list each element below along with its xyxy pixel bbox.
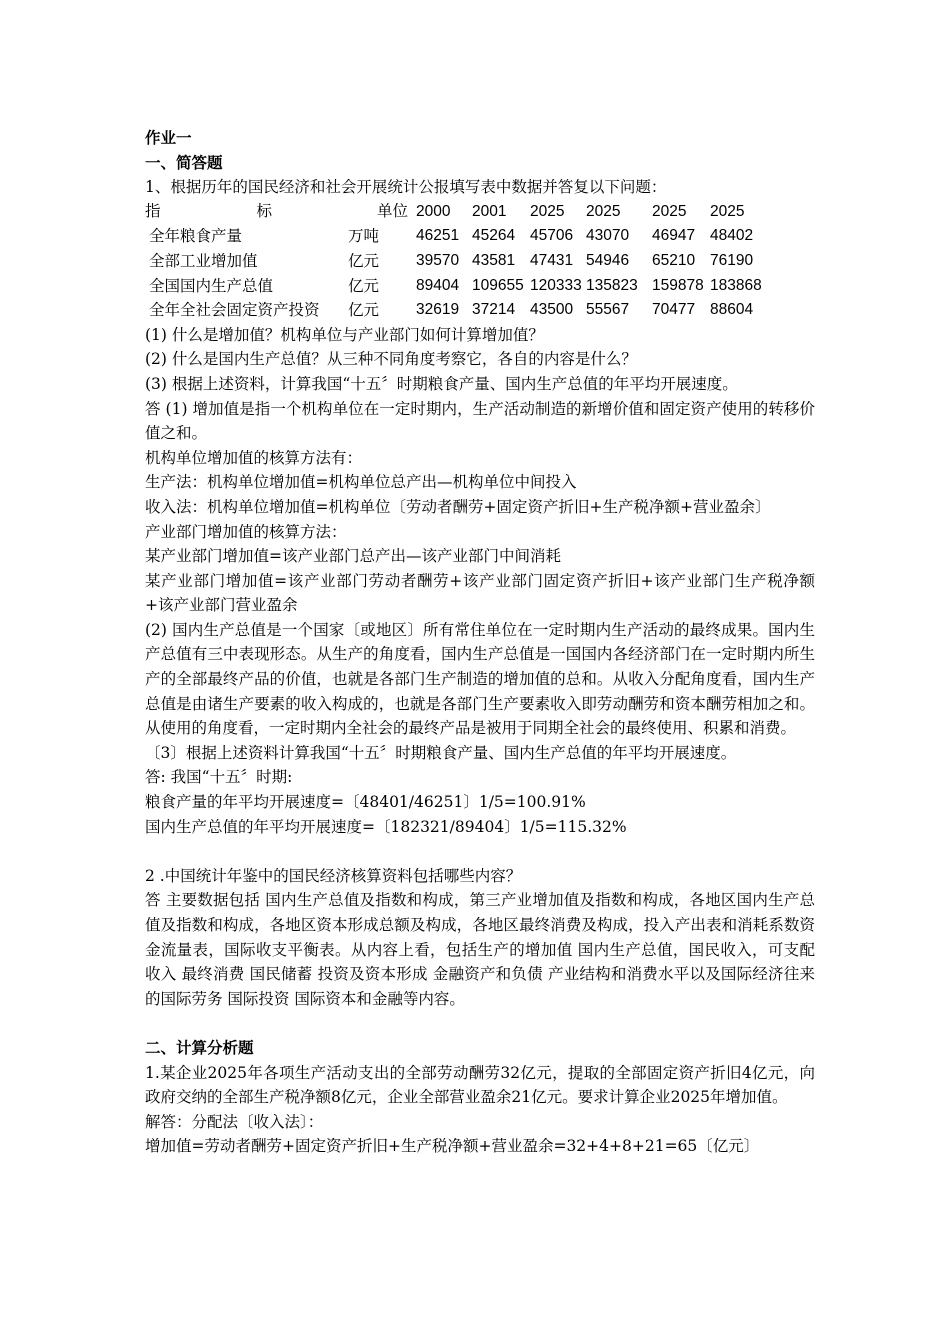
answer-line: 收入法：机构单位增加值=机构单位〔劳动者酬劳+固定资产折旧+生产税净额+营业盈余〕 xyxy=(145,497,771,516)
row-value: 48402 xyxy=(710,227,754,245)
table-row xyxy=(145,298,762,323)
answer-2: (2) 国内生产总值是一个国家〔或地区〕所有常住单位在一定时期内生产活动的最终成果。国内生产总值有三中表现形态。从生产的角度看，国内生产总值是一国国内各经济部门在一定时期内所生产的全部最终产品的价值，也就是各部门生产制造的增加值的总和。从收入分配角度看，国内生产总值是由诸生产要素的收入构成的，也就是各部门生产要素收入即劳动酬劳和资本酬劳相加之和。从使用的角度看，一定时期内全社会的最终产品是被用于同期全社会的最终使用、积累和消费。 xyxy=(145,620,815,738)
row-value: 135823 xyxy=(586,276,638,294)
question-item: (1) 什么是增加值？机构单位与产业部门如何计算增加值？ xyxy=(145,325,544,344)
row-value: 39570 xyxy=(416,251,460,269)
table-header-row xyxy=(145,200,762,225)
row-value: 46947 xyxy=(652,227,696,245)
header-unit: 单位 xyxy=(376,202,408,220)
table-row xyxy=(145,224,762,249)
row-unit: 万吨 xyxy=(348,227,380,246)
row-value: 88604 xyxy=(710,301,754,319)
header-year: 2025 xyxy=(710,202,745,220)
row-value: 89404 xyxy=(416,276,460,294)
row-value: 37214 xyxy=(472,301,516,319)
document-page xyxy=(145,126,815,1159)
row-value: 109655 xyxy=(472,276,524,294)
row-name: 全部工业增加值 xyxy=(149,251,258,270)
row-name: 全年粮食产量 xyxy=(149,227,243,246)
header-indicator-b: 标 xyxy=(256,202,273,220)
row-value: 76190 xyxy=(710,251,754,269)
section1-heading: 一、简答题 xyxy=(145,153,223,172)
header-indicator xyxy=(145,200,348,225)
row-value: 45264 xyxy=(472,227,516,245)
row-value: 43581 xyxy=(472,251,516,269)
row-name: 全国国内生产总值 xyxy=(149,276,274,295)
document-title: 作业一 xyxy=(145,129,192,147)
answer3-line: 国内生产总值的年平均开展速度=〔182321/89404〕1/5=115.32% xyxy=(145,817,627,836)
header-year: 2025 xyxy=(586,202,621,220)
row-value: 70477 xyxy=(652,301,696,319)
answer-line: 某产业部门增加值=该产业部门总产出—该产业部门中间消耗 xyxy=(145,547,561,566)
answer3-line: 答: 我国“十五〞时期: xyxy=(145,768,293,787)
row-name: 全年全社会固定资产投资 xyxy=(149,301,320,320)
question-item: (2) 什么是国内生产总值？从三种不同角度考察它，各自的内容是什么？ xyxy=(145,350,637,369)
row-unit: 亿元 xyxy=(348,301,380,320)
header-year: 2000 xyxy=(416,202,451,220)
header-year: 2025 xyxy=(530,202,565,220)
table-row xyxy=(145,274,762,299)
row-value: 159878 xyxy=(652,276,704,294)
answer-1: 答 (1) 增加值是指一个机构单位在一定时期内，生产活动制造的新增价值和固定资产使用的转移价值之和。 xyxy=(145,399,815,443)
section2-heading: 二、计算分析题 xyxy=(145,1038,254,1057)
row-unit: 亿元 xyxy=(348,276,380,295)
row-value: 43070 xyxy=(586,227,630,245)
header-indicator-a: 指 xyxy=(145,202,161,220)
question-item: (3) 根据上述资料，计算我国“十五〞时期粮食产量、国内生产总值的年平均开展速度。 xyxy=(145,374,738,393)
answer-line: 产业部门增加值的核算方法： xyxy=(145,522,347,541)
q2-question: 2 .中国统计年鉴中的国民经济核算资料包括哪些内容？ xyxy=(145,866,522,885)
header-year: 2025 xyxy=(652,202,687,220)
spacer xyxy=(145,1011,815,1036)
row-value: 47431 xyxy=(530,251,574,269)
row-value: 120333 xyxy=(530,276,582,294)
row-value: 43500 xyxy=(530,301,574,319)
answer-income-method: 某产业部门增加值=该产业部门劳动者酬劳+该产业部门固定资产折旧+该产业部门生产税净额+该产业部门营业盈余 xyxy=(145,571,815,615)
q2-answer: 答 主要数据包括 国内生产总值及指数和构成，第三产业增加值及指数和构成，各地区国内生产总值及指数和构成，各地区资本形成总额及构成，各地区最终消费及构成，投入产出表和消耗系数资金流量表，国际收支平衡表。从内容上看，包括生产的增加值 国内生产总值，国民收入，可支配收入 最终消费 国民储蓄 投资及资本形成 金融资产和负债 产业结构和消费水平以及国际经济往来的国际劳务 国际投资 国际资本和金融等内容。 xyxy=(145,891,815,1008)
row-value: 65210 xyxy=(652,251,696,269)
answer-line: 机构单位增加值的核算方法有： xyxy=(145,448,363,467)
row-value: 45706 xyxy=(530,227,574,245)
row-value: 32619 xyxy=(416,301,460,319)
answer-line: 生产法：机构单位增加值=机构单位总产出—机构单位中间投入 xyxy=(145,473,577,492)
calc-answer-formula: 增加值=劳动者酬劳+固定资产折旧+生产税净额+营业盈余=32+4+8+21=65〔亿元〕 xyxy=(145,1137,760,1156)
calc-answer-label: 解答：分配法〔收入法〕： xyxy=(145,1112,324,1131)
table-row xyxy=(145,249,762,274)
header-year: 2001 xyxy=(472,202,507,220)
answer3-line: 〔3〕根据上述资料计算我国“十五〞时期粮食产量、国内生产总值的年平均开展速度。 xyxy=(145,743,737,762)
spacer xyxy=(145,839,815,864)
row-unit: 亿元 xyxy=(348,251,380,270)
statistics-table xyxy=(145,200,762,323)
row-value: 55567 xyxy=(586,301,630,319)
row-value: 183868 xyxy=(710,276,762,294)
row-value: 46251 xyxy=(416,227,460,245)
answer3-line: 粮食产量的年平均开展速度=〔48401/46251〕1/5=100.91% xyxy=(145,793,586,812)
q1-intro: 1、根据历年的国民经济和社会开展统计公报填写表中数据并答复以下问题： xyxy=(145,178,667,197)
calc-question: 1.某企业2025年各项生产活动支出的全部劳动酬劳32亿元，提取的全部固定资产折旧4亿元，向政府交纳的全部生产税净额8亿元，企业全部营业盈余21亿元。要求计算企业2025年增加值。 xyxy=(145,1063,815,1107)
row-value: 54946 xyxy=(586,251,630,269)
